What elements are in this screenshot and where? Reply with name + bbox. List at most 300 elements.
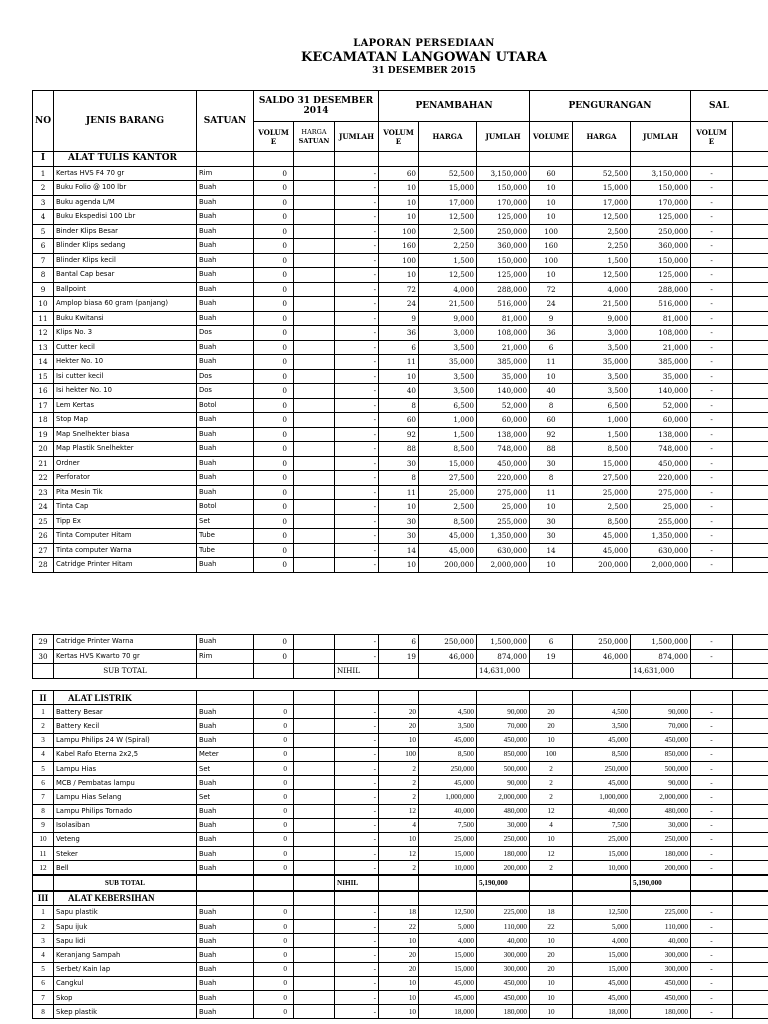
- row-end-volume: -: [691, 340, 733, 355]
- empty-cell: [530, 664, 573, 679]
- row-unit: Tube: [197, 543, 254, 558]
- row-item: Blinder Klips kecil: [54, 253, 197, 268]
- table-row: [33, 747, 768, 761]
- row-add-jumlah: 125,000: [477, 268, 530, 283]
- row-sub-harga: 15,000: [573, 962, 631, 976]
- table-row: [33, 990, 768, 1004]
- row-unit: Dos: [197, 384, 254, 399]
- sub-jumlah-penambahan: JUMLAH: [477, 122, 530, 152]
- row-sub-volume: 36: [530, 326, 573, 341]
- row-sub-jumlah: 35,000: [631, 369, 691, 384]
- row-add-jumlah: 180,000: [477, 1005, 530, 1019]
- row-end-volume: -: [691, 804, 733, 818]
- row-rest: [733, 861, 768, 876]
- empty-cell: [477, 891, 530, 906]
- row-sub-jumlah: 150,000: [631, 253, 691, 268]
- row-no: 9: [33, 818, 54, 832]
- row-add-jumlah: 300,000: [477, 962, 530, 976]
- row-sub-harga: 45,000: [573, 543, 631, 558]
- empty-cell: [254, 875, 294, 890]
- row-saldo-jumlah: -: [335, 326, 379, 341]
- row-sub-harga: 4,000: [573, 282, 631, 297]
- row-add-volume: 20: [379, 719, 419, 733]
- row-saldo-harga: [294, 847, 335, 861]
- row-end-volume: -: [691, 705, 733, 719]
- row-add-volume: 30: [379, 529, 419, 544]
- row-rest: [733, 649, 768, 664]
- row-saldo-volume: 0: [254, 427, 294, 442]
- row-sub-jumlah: 450,000: [631, 990, 691, 1004]
- row-saldo-volume: 0: [254, 485, 294, 500]
- row-saldo-volume: 0: [254, 905, 294, 919]
- table-row: [33, 340, 768, 355]
- row-add-jumlah: 360,000: [477, 239, 530, 254]
- table-row: [33, 733, 768, 747]
- row-add-harga: 1,000,000: [419, 790, 477, 804]
- table-row: [33, 761, 768, 775]
- row-add-volume: 92: [379, 427, 419, 442]
- row-saldo-volume: 0: [254, 776, 294, 790]
- section-header: [33, 891, 768, 906]
- row-add-volume: 36: [379, 326, 419, 341]
- row-sub-jumlah: 500,000: [631, 761, 691, 775]
- row-rest: [733, 990, 768, 1004]
- row-sub-harga: 45,000: [573, 976, 631, 990]
- row-sub-jumlah: 60,000: [631, 413, 691, 428]
- row-no: 17: [33, 398, 54, 413]
- row-no: 12: [33, 861, 54, 876]
- col-pengurangan: PENGURANGAN: [530, 91, 691, 122]
- row-saldo-volume: 0: [254, 282, 294, 297]
- row-sub-harga: 8,500: [573, 442, 631, 457]
- row-saldo-harga: [294, 456, 335, 471]
- row-sub-jumlah: 630,000: [631, 543, 691, 558]
- row-end-volume: -: [691, 962, 733, 976]
- row-sub-harga: 45,000: [573, 529, 631, 544]
- row-sub-harga: 8,500: [573, 747, 631, 761]
- table-row: [33, 456, 768, 471]
- row-end-volume: -: [691, 456, 733, 471]
- empty-cell: [477, 691, 530, 705]
- row-end-volume: -: [691, 818, 733, 832]
- table-row: [33, 384, 768, 399]
- row-add-harga: 46,000: [419, 649, 477, 664]
- row-end-volume: -: [691, 719, 733, 733]
- row-add-harga: 3,500: [419, 369, 477, 384]
- row-unit: Buah: [197, 934, 254, 948]
- row-sub-volume: 10: [530, 1005, 573, 1019]
- row-add-jumlah: 250,000: [477, 224, 530, 239]
- row-saldo-volume: 0: [254, 818, 294, 832]
- row-add-harga: 12,500: [419, 268, 477, 283]
- row-saldo-jumlah: -: [335, 558, 379, 573]
- row-saldo-harga: [294, 210, 335, 225]
- row-no: 4: [33, 747, 54, 761]
- row-saldo-harga: [294, 705, 335, 719]
- row-saldo-harga: [294, 442, 335, 457]
- row-no: 6: [33, 239, 54, 254]
- row-unit: Botol: [197, 500, 254, 515]
- row-unit: Buah: [197, 558, 254, 573]
- row-unit: Dos: [197, 369, 254, 384]
- row-sub-jumlah: 360,000: [631, 239, 691, 254]
- row-unit: Buah: [197, 804, 254, 818]
- row-saldo-jumlah: -: [335, 485, 379, 500]
- row-end-volume: -: [691, 384, 733, 399]
- row-saldo-harga: [294, 804, 335, 818]
- row-no: 1: [33, 166, 54, 181]
- empty-cell: [379, 875, 419, 890]
- row-no: 5: [33, 224, 54, 239]
- table-row: [33, 253, 768, 268]
- table-row: [33, 861, 768, 876]
- row-saldo-jumlah: -: [335, 543, 379, 558]
- row-sub-harga: 40,000: [573, 804, 631, 818]
- row-saldo-jumlah: -: [335, 369, 379, 384]
- row-saldo-harga: [294, 413, 335, 428]
- row-sub-jumlah: 300,000: [631, 948, 691, 962]
- row-no: 19: [33, 427, 54, 442]
- row-sub-harga: 1,500: [573, 253, 631, 268]
- row-rest: [733, 558, 768, 573]
- row-item: Tinta Cap: [54, 500, 197, 515]
- row-end-volume: -: [691, 442, 733, 457]
- row-item: Serbet/ Kain lap: [54, 962, 197, 976]
- row-end-volume: -: [691, 761, 733, 775]
- row-item: Skep plastik: [54, 1005, 197, 1019]
- row-saldo-volume: 0: [254, 195, 294, 210]
- row-rest: [733, 761, 768, 775]
- row-rest: [733, 166, 768, 181]
- row-add-harga: 25,000: [419, 832, 477, 846]
- empty-cell: [419, 875, 477, 890]
- row-add-harga: 18,000: [419, 1005, 477, 1019]
- row-saldo-jumlah: -: [335, 861, 379, 876]
- row-add-jumlah: 385,000: [477, 355, 530, 370]
- row-add-volume: 40: [379, 384, 419, 399]
- row-add-jumlah: 200,000: [477, 861, 530, 876]
- row-item: Battery Besar: [54, 705, 197, 719]
- row-add-volume: 24: [379, 297, 419, 312]
- row-end-volume: -: [691, 224, 733, 239]
- row-unit: Buah: [197, 733, 254, 747]
- row-end-volume: -: [691, 832, 733, 846]
- row-item: Tinta Computer Hitam: [54, 529, 197, 544]
- sub-volume-saldo-akhir: VOLUM E: [691, 122, 733, 152]
- report-title: LAPORAN PERSEDIAAN: [353, 38, 495, 49]
- row-add-harga: 52,500: [419, 166, 477, 181]
- col-saldo: SALDO 31 DESEMBER 2014: [254, 91, 379, 122]
- row-add-jumlah: 630,000: [477, 543, 530, 558]
- row-sub-harga: 46,000: [573, 649, 631, 664]
- row-item: Ordner: [54, 456, 197, 471]
- row-add-volume: 60: [379, 166, 419, 181]
- subtotal-row: [33, 664, 768, 679]
- row-add-volume: 100: [379, 253, 419, 268]
- row-end-volume: -: [691, 326, 733, 341]
- row-saldo-jumlah: -: [335, 962, 379, 976]
- empty-cell: [294, 875, 335, 890]
- inventory-table-part-1: [32, 90, 768, 573]
- row-saldo-jumlah: -: [335, 166, 379, 181]
- row-item: Skop: [54, 990, 197, 1004]
- row-saldo-volume: 0: [254, 224, 294, 239]
- row-end-volume: -: [691, 747, 733, 761]
- table-row: [33, 543, 768, 558]
- table-row: [33, 297, 768, 312]
- row-end-volume: -: [691, 543, 733, 558]
- row-saldo-jumlah: -: [335, 398, 379, 413]
- row-rest: [733, 1005, 768, 1019]
- table-row: [33, 442, 768, 457]
- row-sub-jumlah: 1,350,000: [631, 529, 691, 544]
- row-item: Ballpoint: [54, 282, 197, 297]
- row-end-volume: -: [691, 948, 733, 962]
- row-no: 11: [33, 847, 54, 861]
- row-rest: [733, 948, 768, 962]
- row-saldo-jumlah: -: [335, 818, 379, 832]
- row-rest: [733, 181, 768, 196]
- row-end-volume: -: [691, 1005, 733, 1019]
- row-add-jumlah: 60,000: [477, 413, 530, 428]
- row-saldo-jumlah: -: [335, 181, 379, 196]
- row-add-volume: 22: [379, 920, 419, 934]
- row-saldo-volume: 0: [254, 311, 294, 326]
- row-no: 5: [33, 761, 54, 775]
- row-saldo-jumlah: -: [335, 514, 379, 529]
- row-end-volume: -: [691, 847, 733, 861]
- row-saldo-jumlah: -: [335, 920, 379, 934]
- row-add-volume: 100: [379, 747, 419, 761]
- row-saldo-volume: 0: [254, 832, 294, 846]
- row-add-volume: 20: [379, 705, 419, 719]
- row-end-volume: -: [691, 790, 733, 804]
- row-sub-harga: 3,500: [573, 384, 631, 399]
- row-unit: Buah: [197, 471, 254, 486]
- row-sub-volume: 60: [530, 413, 573, 428]
- empty-cell: [573, 664, 631, 679]
- row-rest: [733, 253, 768, 268]
- row-rest: [733, 369, 768, 384]
- row-saldo-volume: 0: [254, 976, 294, 990]
- row-add-harga: 2,500: [419, 224, 477, 239]
- row-unit: Meter: [197, 747, 254, 761]
- row-rest: [733, 635, 768, 650]
- row-saldo-jumlah: -: [335, 761, 379, 775]
- row-add-volume: 10: [379, 832, 419, 846]
- row-sub-jumlah: 450,000: [631, 456, 691, 471]
- row-saldo-harga: [294, 635, 335, 650]
- row-unit: Buah: [197, 990, 254, 1004]
- row-add-jumlah: 125,000: [477, 210, 530, 225]
- row-end-volume: -: [691, 471, 733, 486]
- row-sub-harga: 21,500: [573, 297, 631, 312]
- row-saldo-volume: 0: [254, 920, 294, 934]
- row-sub-jumlah: 225,000: [631, 905, 691, 919]
- row-saldo-jumlah: -: [335, 905, 379, 919]
- row-sub-volume: 100: [530, 253, 573, 268]
- row-end-volume: -: [691, 369, 733, 384]
- row-saldo-volume: 0: [254, 529, 294, 544]
- row-add-jumlah: 450,000: [477, 976, 530, 990]
- row-sub-harga: 4,500: [573, 705, 631, 719]
- table-row: [33, 398, 768, 413]
- row-rest: [733, 976, 768, 990]
- row-sub-harga: 3,500: [573, 369, 631, 384]
- section-name: ALAT LISTRIK: [54, 691, 197, 705]
- row-add-volume: 88: [379, 442, 419, 457]
- row-item: Bell: [54, 861, 197, 876]
- row-rest: [733, 224, 768, 239]
- row-sub-harga: 45,000: [573, 990, 631, 1004]
- row-end-volume: -: [691, 268, 733, 283]
- empty-cell: [573, 691, 631, 705]
- row-no: 12: [33, 326, 54, 341]
- row-add-volume: 30: [379, 514, 419, 529]
- row-item: Catridge Printer Hitam: [54, 558, 197, 573]
- row-rest: [733, 340, 768, 355]
- row-add-harga: 9,000: [419, 311, 477, 326]
- row-add-harga: 6,500: [419, 398, 477, 413]
- report-subtitle: KECAMATAN LANGOWAN UTARA: [301, 50, 547, 65]
- row-add-volume: 2: [379, 761, 419, 775]
- row-no: 16: [33, 384, 54, 399]
- row-sub-volume: 72: [530, 282, 573, 297]
- row-add-volume: 8: [379, 398, 419, 413]
- row-saldo-volume: 0: [254, 747, 294, 761]
- row-item: Hekter No. 10: [54, 355, 197, 370]
- row-saldo-volume: 0: [254, 733, 294, 747]
- row-item: Steker: [54, 847, 197, 861]
- row-sub-jumlah: 3,150,000: [631, 166, 691, 181]
- row-end-volume: -: [691, 166, 733, 181]
- row-unit: Buah: [197, 239, 254, 254]
- row-item: Map Snelhekter biasa: [54, 427, 197, 442]
- row-item: Lampu Philips 24 W (Spiral): [54, 733, 197, 747]
- row-item: Lampu Hias Selang: [54, 790, 197, 804]
- row-add-harga: 25,000: [419, 485, 477, 500]
- table-row: [33, 962, 768, 976]
- row-unit: Buah: [197, 282, 254, 297]
- row-sub-jumlah: 180,000: [631, 1005, 691, 1019]
- table-row: [33, 818, 768, 832]
- row-saldo-volume: 0: [254, 635, 294, 650]
- empty-cell: [573, 891, 631, 906]
- row-sub-harga: 5,000: [573, 920, 631, 934]
- row-item: Buku Ekspedisi 100 Lbr: [54, 210, 197, 225]
- row-sub-harga: 52,500: [573, 166, 631, 181]
- subtotal-penambahan: 5,190,000: [477, 875, 530, 890]
- empty-cell: [379, 691, 419, 705]
- report-date: 31 DESEMBER 2015: [372, 66, 476, 76]
- row-add-jumlah: 288,000: [477, 282, 530, 297]
- row-sub-harga: 12,500: [573, 268, 631, 283]
- row-sub-volume: 18: [530, 905, 573, 919]
- row-add-jumlah: 35,000: [477, 369, 530, 384]
- subtotal-penambahan: 14,631,000: [477, 664, 530, 679]
- row-add-jumlah: 40,000: [477, 934, 530, 948]
- row-sub-harga: 1,000,000: [573, 790, 631, 804]
- row-item: Lampu Hias: [54, 761, 197, 775]
- row-sub-jumlah: 250,000: [631, 224, 691, 239]
- row-add-volume: 4: [379, 818, 419, 832]
- row-add-jumlah: 90,000: [477, 776, 530, 790]
- row-end-volume: -: [691, 920, 733, 934]
- row-sub-jumlah: 180,000: [631, 847, 691, 861]
- row-add-volume: 6: [379, 340, 419, 355]
- row-no: 29: [33, 635, 54, 650]
- row-add-harga: 15,000: [419, 847, 477, 861]
- row-saldo-volume: 0: [254, 297, 294, 312]
- row-sub-harga: 35,000: [573, 355, 631, 370]
- row-sub-harga: 3,500: [573, 340, 631, 355]
- empty-cell: [530, 891, 573, 906]
- row-rest: [733, 832, 768, 846]
- row-add-volume: 10: [379, 369, 419, 384]
- row-end-volume: -: [691, 210, 733, 225]
- row-saldo-harga: [294, 832, 335, 846]
- subtotal-pengurangan: 14,631,000: [631, 664, 691, 679]
- table-row: [33, 500, 768, 515]
- inventory-table-part-3: [32, 690, 768, 1019]
- row-add-jumlah: 25,000: [477, 500, 530, 515]
- row-no: 11: [33, 311, 54, 326]
- row-saldo-volume: 0: [254, 649, 294, 664]
- row-no: 8: [33, 1005, 54, 1019]
- empty-cell: [254, 152, 294, 167]
- row-saldo-volume: 0: [254, 340, 294, 355]
- row-saldo-jumlah: -: [335, 384, 379, 399]
- row-add-volume: 30: [379, 456, 419, 471]
- empty-cell: [530, 691, 573, 705]
- table-row: [33, 326, 768, 341]
- row-sub-volume: 8: [530, 471, 573, 486]
- row-saldo-volume: 0: [254, 398, 294, 413]
- row-unit: Dos: [197, 326, 254, 341]
- row-add-harga: 10,000: [419, 861, 477, 876]
- row-rest: [733, 847, 768, 861]
- row-unit: Buah: [197, 253, 254, 268]
- table-row: [33, 934, 768, 948]
- sub-jumlah-saldo: JUMLAH: [335, 122, 379, 152]
- table-row: [33, 224, 768, 239]
- row-sub-volume: 22: [530, 920, 573, 934]
- row-no: 3: [33, 195, 54, 210]
- row-saldo-harga: [294, 990, 335, 1004]
- row-add-volume: 10: [379, 195, 419, 210]
- row-sub-harga: 10,000: [573, 861, 631, 876]
- row-unit: Buah: [197, 427, 254, 442]
- empty-cell: [419, 691, 477, 705]
- row-saldo-harga: [294, 747, 335, 761]
- row-sub-jumlah: 450,000: [631, 733, 691, 747]
- row-sub-volume: 92: [530, 427, 573, 442]
- row-end-volume: -: [691, 427, 733, 442]
- subtotal-row: [33, 875, 768, 890]
- row-no: 7: [33, 990, 54, 1004]
- row-sub-harga: 9,000: [573, 311, 631, 326]
- row-no: 1: [33, 905, 54, 919]
- col-unit: SATUAN: [197, 91, 254, 152]
- row-unit: Rim: [197, 166, 254, 181]
- row-saldo-harga: [294, 282, 335, 297]
- empty-cell: [477, 152, 530, 167]
- row-add-jumlah: 70,000: [477, 719, 530, 733]
- row-saldo-harga: [294, 776, 335, 790]
- table-row: [33, 210, 768, 225]
- row-saldo-harga: [294, 384, 335, 399]
- empty-cell: [691, 152, 733, 167]
